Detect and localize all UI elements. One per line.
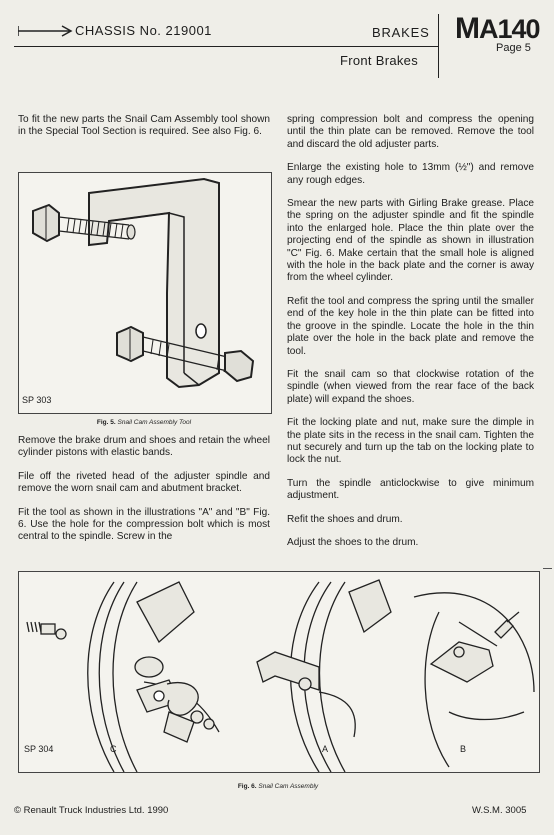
chassis-number: CHASSIS No. 219001 <box>75 23 212 38</box>
paragraph: Adjust the shoes to the drum. <box>287 536 419 548</box>
caption-prefix: Fig. 5. <box>96 419 116 426</box>
figure-6-code: SP 304 <box>24 744 54 754</box>
paragraph: Fit the tool as shown in the illustrations "A" and "B" Fig. 6. Use the hole for the compression bolt which is most central to the spindle. Screw in the <box>18 506 270 543</box>
snail-cam-tool-drawing <box>19 173 271 413</box>
paragraph: Refit the shoes and drum. <box>287 513 403 525</box>
paragraph: Smear the new parts with Girling Brake grease. Place the spring on the adjuster spindle and fit the spindle into the enlarged hole. Place the thin plate over the projecting end of the spindle as shown in illustration "C" Fig. 6. Make certain that the small hole is aligned with the hole in the back plate and the corner is away from the wheel cylinder. <box>287 198 534 284</box>
paragraph: Remove the brake drum and shoes and retain the wheel cylinder pistons with elastic bands. <box>18 435 270 459</box>
figure-6-label-a: A <box>322 744 329 754</box>
figure-6-label-b: B <box>460 744 467 754</box>
margin-mark <box>543 568 552 569</box>
figure-5-tool-illustration <box>18 172 272 414</box>
figure-5-code: SP 303 <box>22 395 52 405</box>
manual-reference: W.S.M. 3005 <box>472 805 527 816</box>
copyright-notice: © Renault Truck Industries Ltd. 1990 <box>14 805 169 816</box>
caption-title: Snail Cam Assembly <box>258 783 319 790</box>
paragraph: To fit the new parts the Snail Cam Assembly tool shown in the Special Tool Section is required. See also Fig. 6. <box>18 114 270 138</box>
doc-code: A140 <box>479 14 540 44</box>
left-column-steps <box>18 435 270 555</box>
paragraph: Turn the spindle anticlockwise to give minimum adjustment. <box>287 477 534 502</box>
subsection-title: Front Brakes <box>340 53 419 68</box>
figure-6-caption <box>18 783 538 790</box>
section-title: BRAKES <box>372 25 430 40</box>
caption-title: Snail Cam Assembly Tool <box>117 419 192 426</box>
doc-prefix: M <box>455 12 479 45</box>
paragraph: Fit the snail cam so that clockwise rotation of the spindle (when viewed from the rear face of the back plate) will expand the shoes. <box>287 368 534 405</box>
header-divider <box>14 46 438 47</box>
paragraph: Enlarge the existing hole to 13mm (½") and remove any rough edges. <box>287 162 534 186</box>
figure-5-caption <box>18 419 270 426</box>
arrow-icon <box>18 24 74 38</box>
paragraph: File off the riveted head of the adjuster spindle and remove the worn snail cam and abutment bracket. <box>18 470 270 495</box>
caption-prefix: Fig. 6. <box>237 783 257 790</box>
header-vertical-divider <box>438 14 439 78</box>
right-column-steps <box>287 114 534 560</box>
left-column-intro <box>18 114 270 150</box>
figure-6-label-c: C <box>110 744 117 754</box>
figure-6-assembly-illustration <box>18 571 540 773</box>
paragraph: Fit the locking plate and nut, make sure the dimple in the plate sits in the recess in the snail cam. Tighten the nut securely and turn up the tab on the locking plate to lock the nut. <box>287 417 534 466</box>
paragraph: spring compression bolt and compress the opening until the thin plate can be removed. Remove the tool and discard the old adjuster parts. <box>287 114 534 150</box>
page-number: Page 5 <box>496 42 531 54</box>
document-code <box>455 12 540 46</box>
paragraph: Refit the tool and compress the spring until the smaller end of the key hole in the thin plate can be fitted into the groove in the spindle. Locate the hole in the thin plate over the hole in the back plate and remove the tool. <box>287 295 534 357</box>
snail-cam-assembly-drawing <box>19 572 539 772</box>
